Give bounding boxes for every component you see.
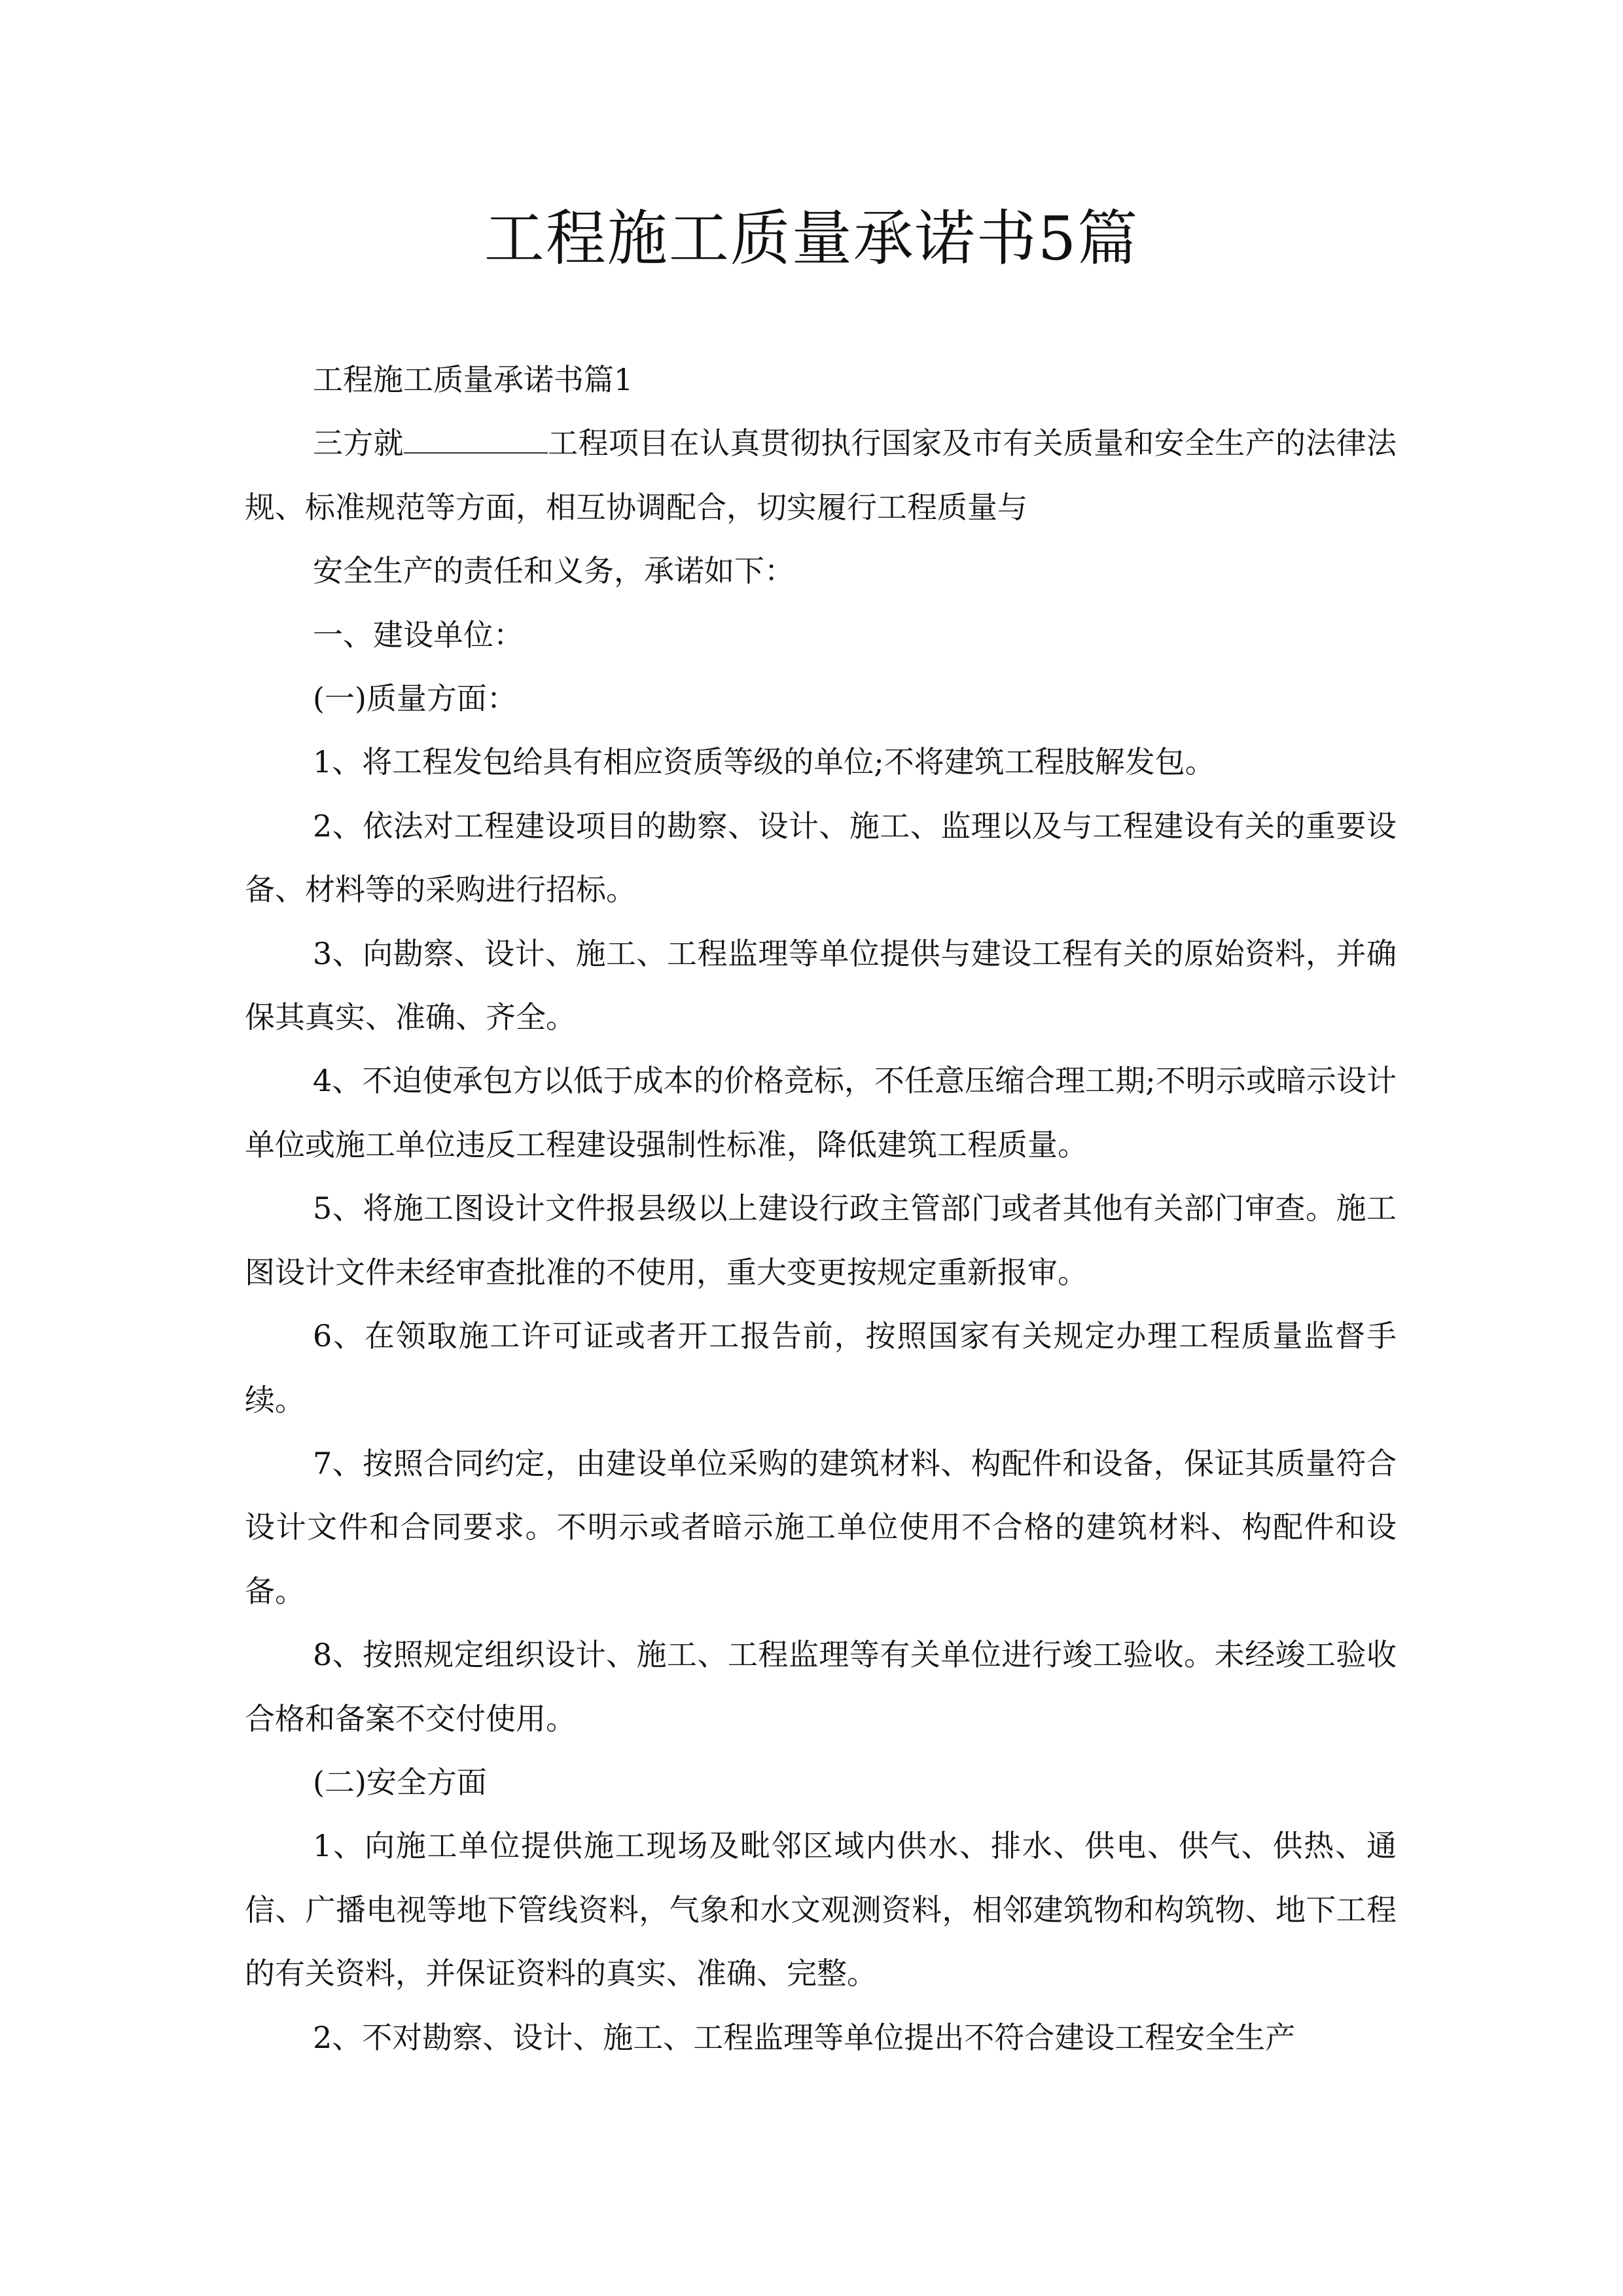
- intro-paragraph: [245, 412, 1397, 539]
- quality-heading: (一)质量方面：: [313, 681, 517, 717]
- quality-item: 4、不迫使承包方以低于成本的价格竞标，不任意压缩合理工期;不明示或暗示设计单位或施工单位违反工程建设强制性标准，降低建筑工程质量。: [245, 1063, 1397, 1162]
- safety-item: 2、不对勘察、设计、施工、工程监理等单位提出不符合建设工程安全生产: [313, 2019, 1296, 2055]
- project-name-blank: [404, 425, 548, 454]
- document-title: 工程施工质量承诺书5篇: [484, 204, 1139, 274]
- quality-item: 1、将工程发包给具有相应资质等级的单位;不将建筑工程肢解发包。: [313, 744, 1215, 780]
- quality-item: 8、按照规定组织设计、施工、工程监理等有关单位进行竣工验收。未经竣工验收合格和备案不交付使用。: [245, 1637, 1397, 1736]
- quality-item: 7、按照合同约定，由建设单位采购的建筑材料、构配件和设备，保证其质量符合设计文件和合同要求。不明示或者暗示施工单位使用不合格的建筑材料、构配件和设备。: [245, 1445, 1397, 1609]
- intro-suffix: 工程项目在认真贯彻执行国家及市有关质量和安全生产的法律法规、标准规范等方面，相互协调配合，切实履行工程质量与: [245, 425, 1397, 525]
- quality-item: 3、向勘察、设计、施工、工程监理等单位提供与建设工程有关的原始资料，并确保其真实、准确、齐全。: [245, 935, 1397, 1035]
- quality-item: 5、将施工图设计文件报县级以上建设行政主管部门或者其他有关部门审查。施工图设计文件未经审查批准的不使用，重大变更按规定重新报审。: [245, 1191, 1397, 1290]
- section-heading: 工程施工质量承诺书篇1: [313, 362, 633, 397]
- document-body: [245, 348, 1397, 2070]
- part-one-heading: 一、建设单位：: [313, 617, 524, 653]
- quality-item: 6、在领取施工许可证或者开工报告前，按照国家有关规定办理工程质量监督手续。: [245, 1318, 1397, 1418]
- intro-prefix: 三方就: [313, 425, 404, 461]
- intro-line-2: 安全生产的责任和义务，承诺如下：: [313, 553, 794, 589]
- quality-item: 2、依法对工程建设项目的勘察、设计、施工、监理以及与工程建设有关的重要设备、材料等的采购进行招标。: [245, 808, 1397, 908]
- safety-item: 1、向施工单位提供施工现场及毗邻区域内供水、排水、供电、供气、供热、通信、广播电视等地下管线资料，气象和水文观测资料，相邻建筑物和构筑物、地下工程的有关资料，并保证资料的真实、准确、完整。: [245, 1828, 1397, 1992]
- safety-heading: (二)安全方面: [313, 1764, 487, 1800]
